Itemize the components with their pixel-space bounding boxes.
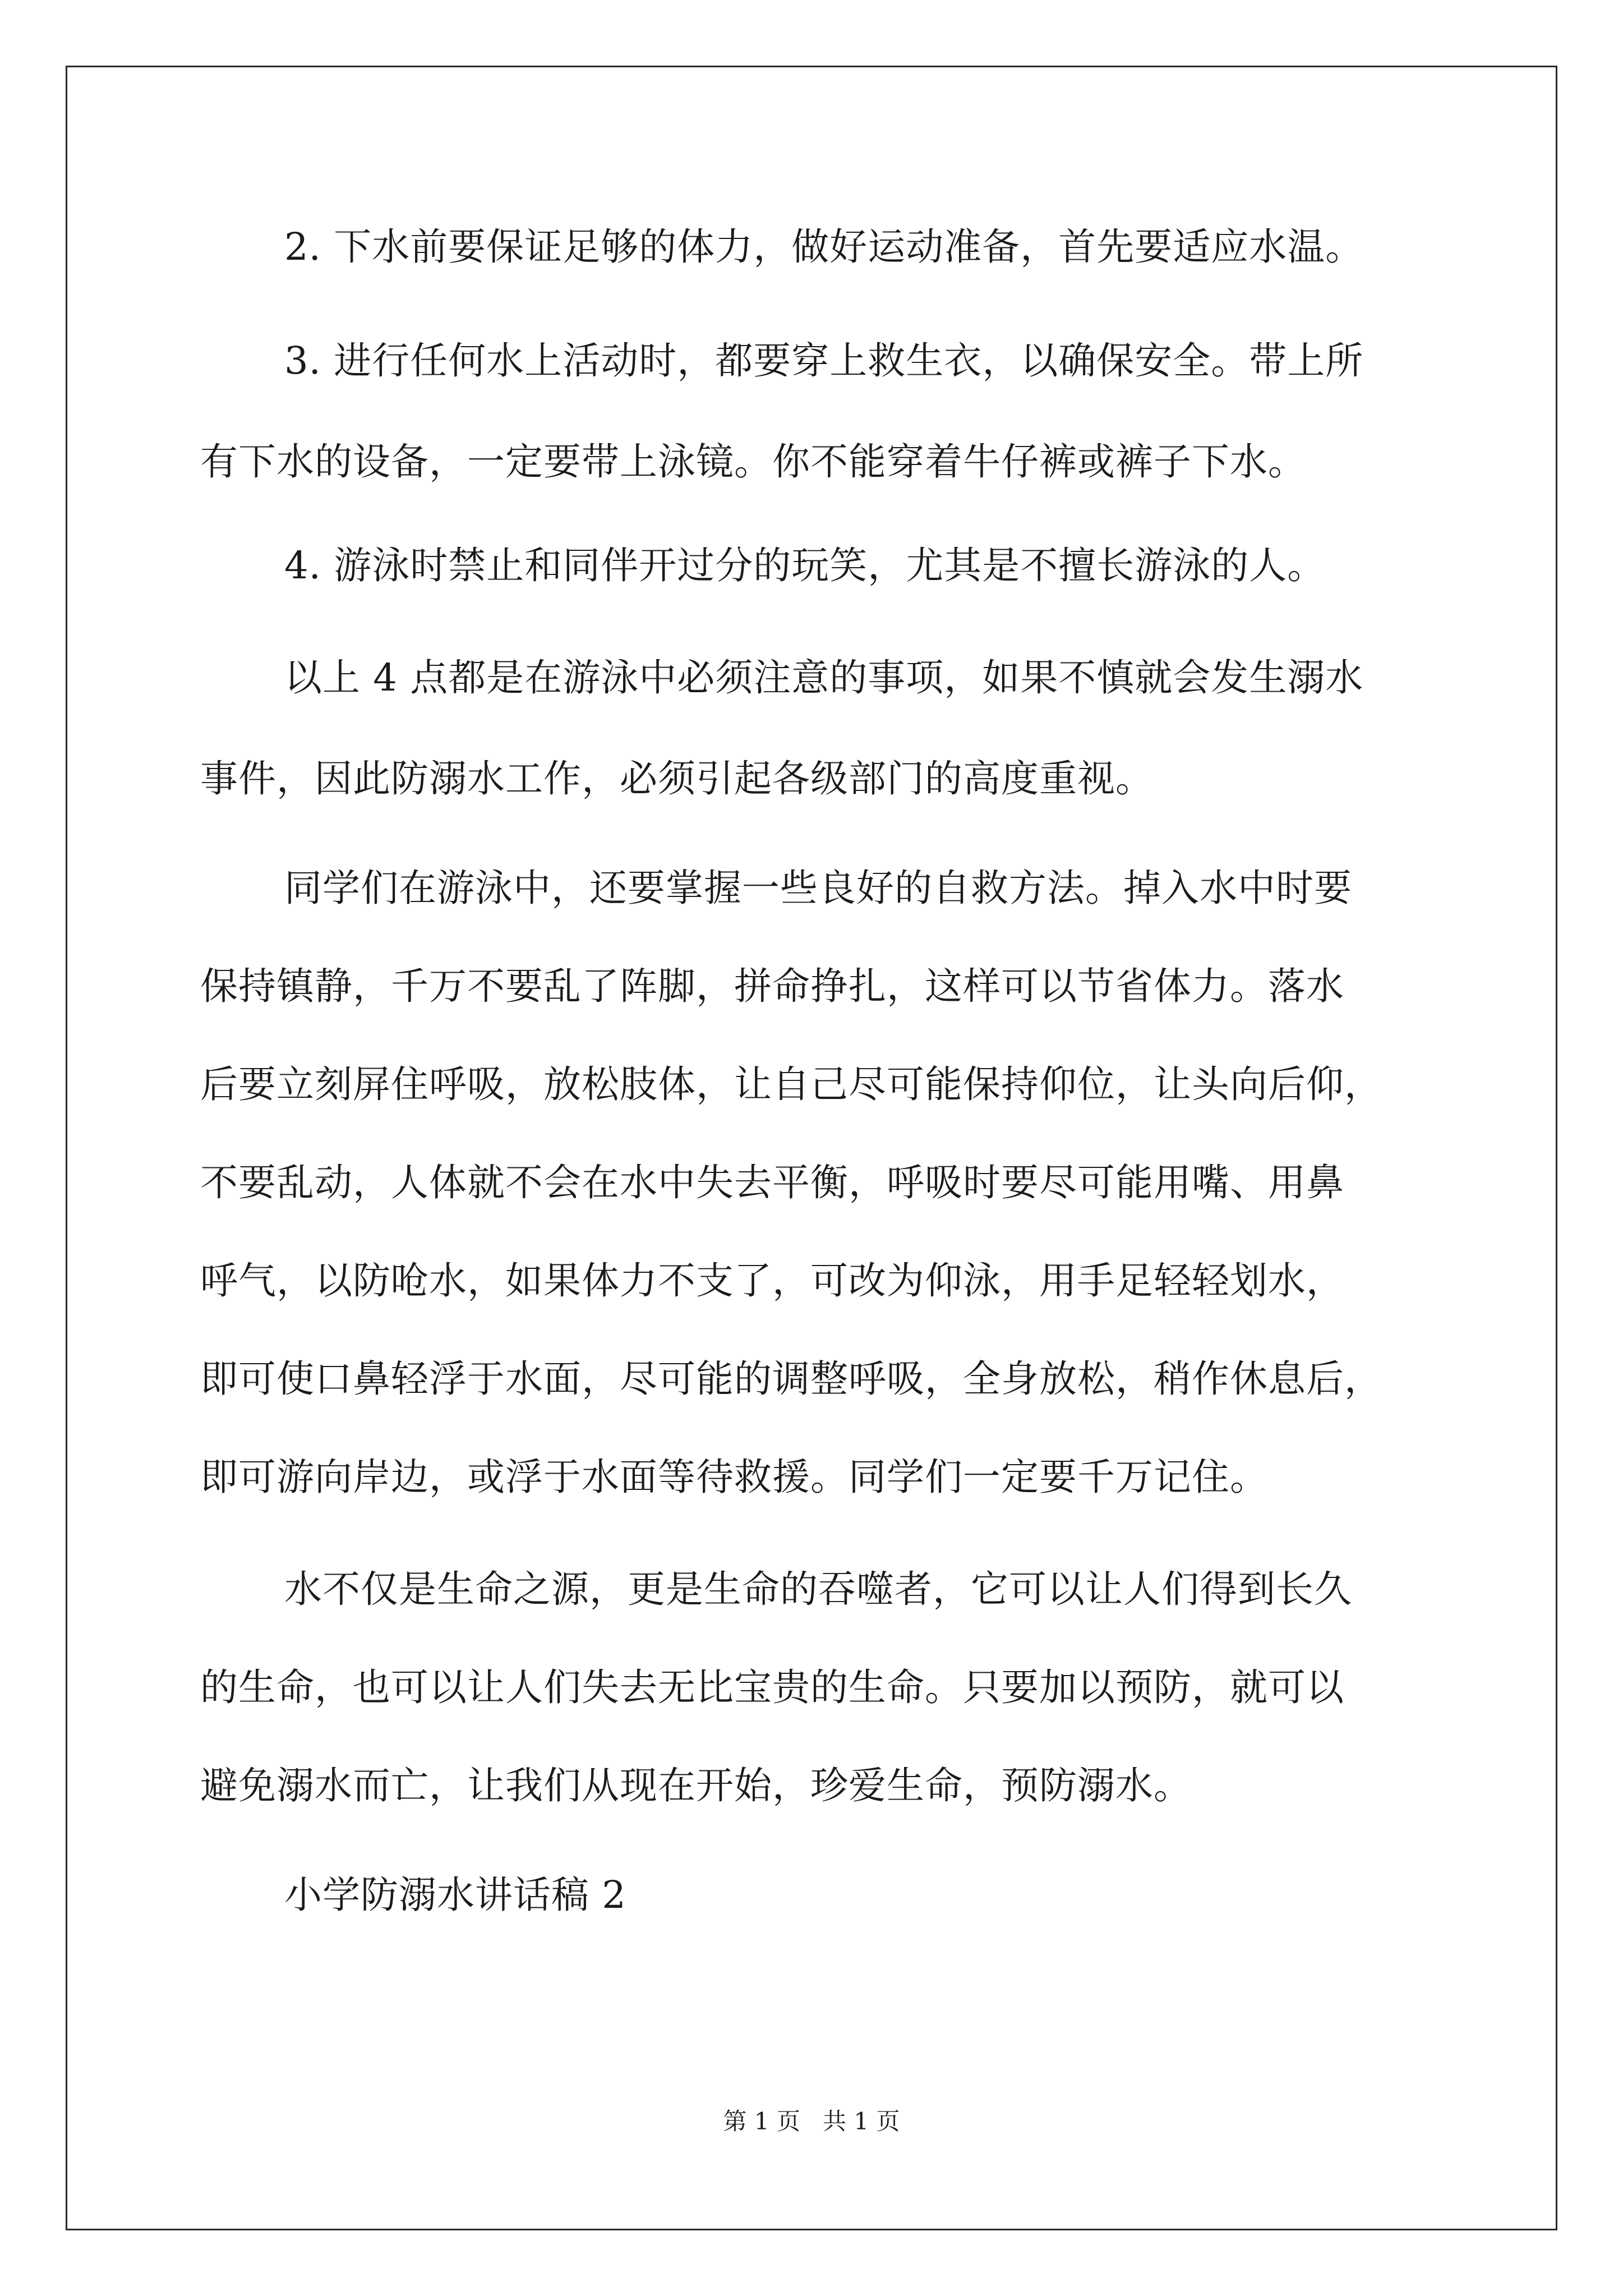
paragraph-line: 保持镇静，千万不要乱了阵脚，拼命挣扎，这样可以节省体力。落水 (200, 964, 1344, 1008)
paragraph-line: 不要乱动，人体就不会在水中失去平衡，呼吸时要尽可能用嘴、用鼻 (200, 1161, 1344, 1204)
paragraph-line: 后要立刻屏住呼吸，放松肢体，让自己尽可能保持仰位，让头向后仰， (200, 1062, 1382, 1106)
paragraph-line: 水不仅是生命之源，更是生命的吞噬者，它可以让人们得到长久 (284, 1567, 1352, 1611)
paragraph-line: 4. 游泳时禁止和同伴开过分的玩笑，尤其是不擅长游泳的人。 (284, 544, 1326, 587)
paragraph-line: 2. 下水前要保证足够的体力，做好运动准备，首先要适应水温。 (284, 225, 1364, 269)
paragraph-line: 即可使口鼻轻浮于水面，尽可能的调整呼吸，全身放松，稍作休息后， (200, 1357, 1382, 1401)
paragraph-line: 事件，因此防溺水工作，必须引起各级部门的高度重视。 (200, 757, 1154, 800)
paragraph-line: 有下水的设备，一定要带上泳镜。你不能穿着牛仔裤或裤子下水。 (200, 440, 1306, 484)
paragraph-line: 呼气，以防呛水，如果体力不支了，可改为仰泳，用手足轻轻划水， (200, 1259, 1344, 1303)
paragraph-line: 3. 进行任何水上活动时，都要穿上救生衣，以确保安全。带上所 (284, 339, 1364, 383)
paragraph-line: 以上 4 点都是在游泳中必须注意的事项，如果不慎就会发生溺水 (284, 656, 1364, 700)
page-footer: 第 1 页 共 1 页 (723, 2108, 900, 2135)
paragraph-line: 同学们在游泳中，还要掌握一些良好的自救方法。掉入水中时要 (284, 866, 1352, 910)
section-heading: 小学防溺水讲话稿 2 (284, 1873, 626, 1917)
paragraph-line: 避免溺水而亡，让我们从现在开始，珍爱生命，预防溺水。 (200, 1764, 1192, 1807)
paragraph-line: 即可游向岸边，或浮于水面等待救援。同学们一定要千万记住。 (200, 1455, 1268, 1499)
paragraph-line: 的生命，也可以让人们失去无比宝贵的生命。只要加以预防，就可以 (200, 1665, 1344, 1709)
